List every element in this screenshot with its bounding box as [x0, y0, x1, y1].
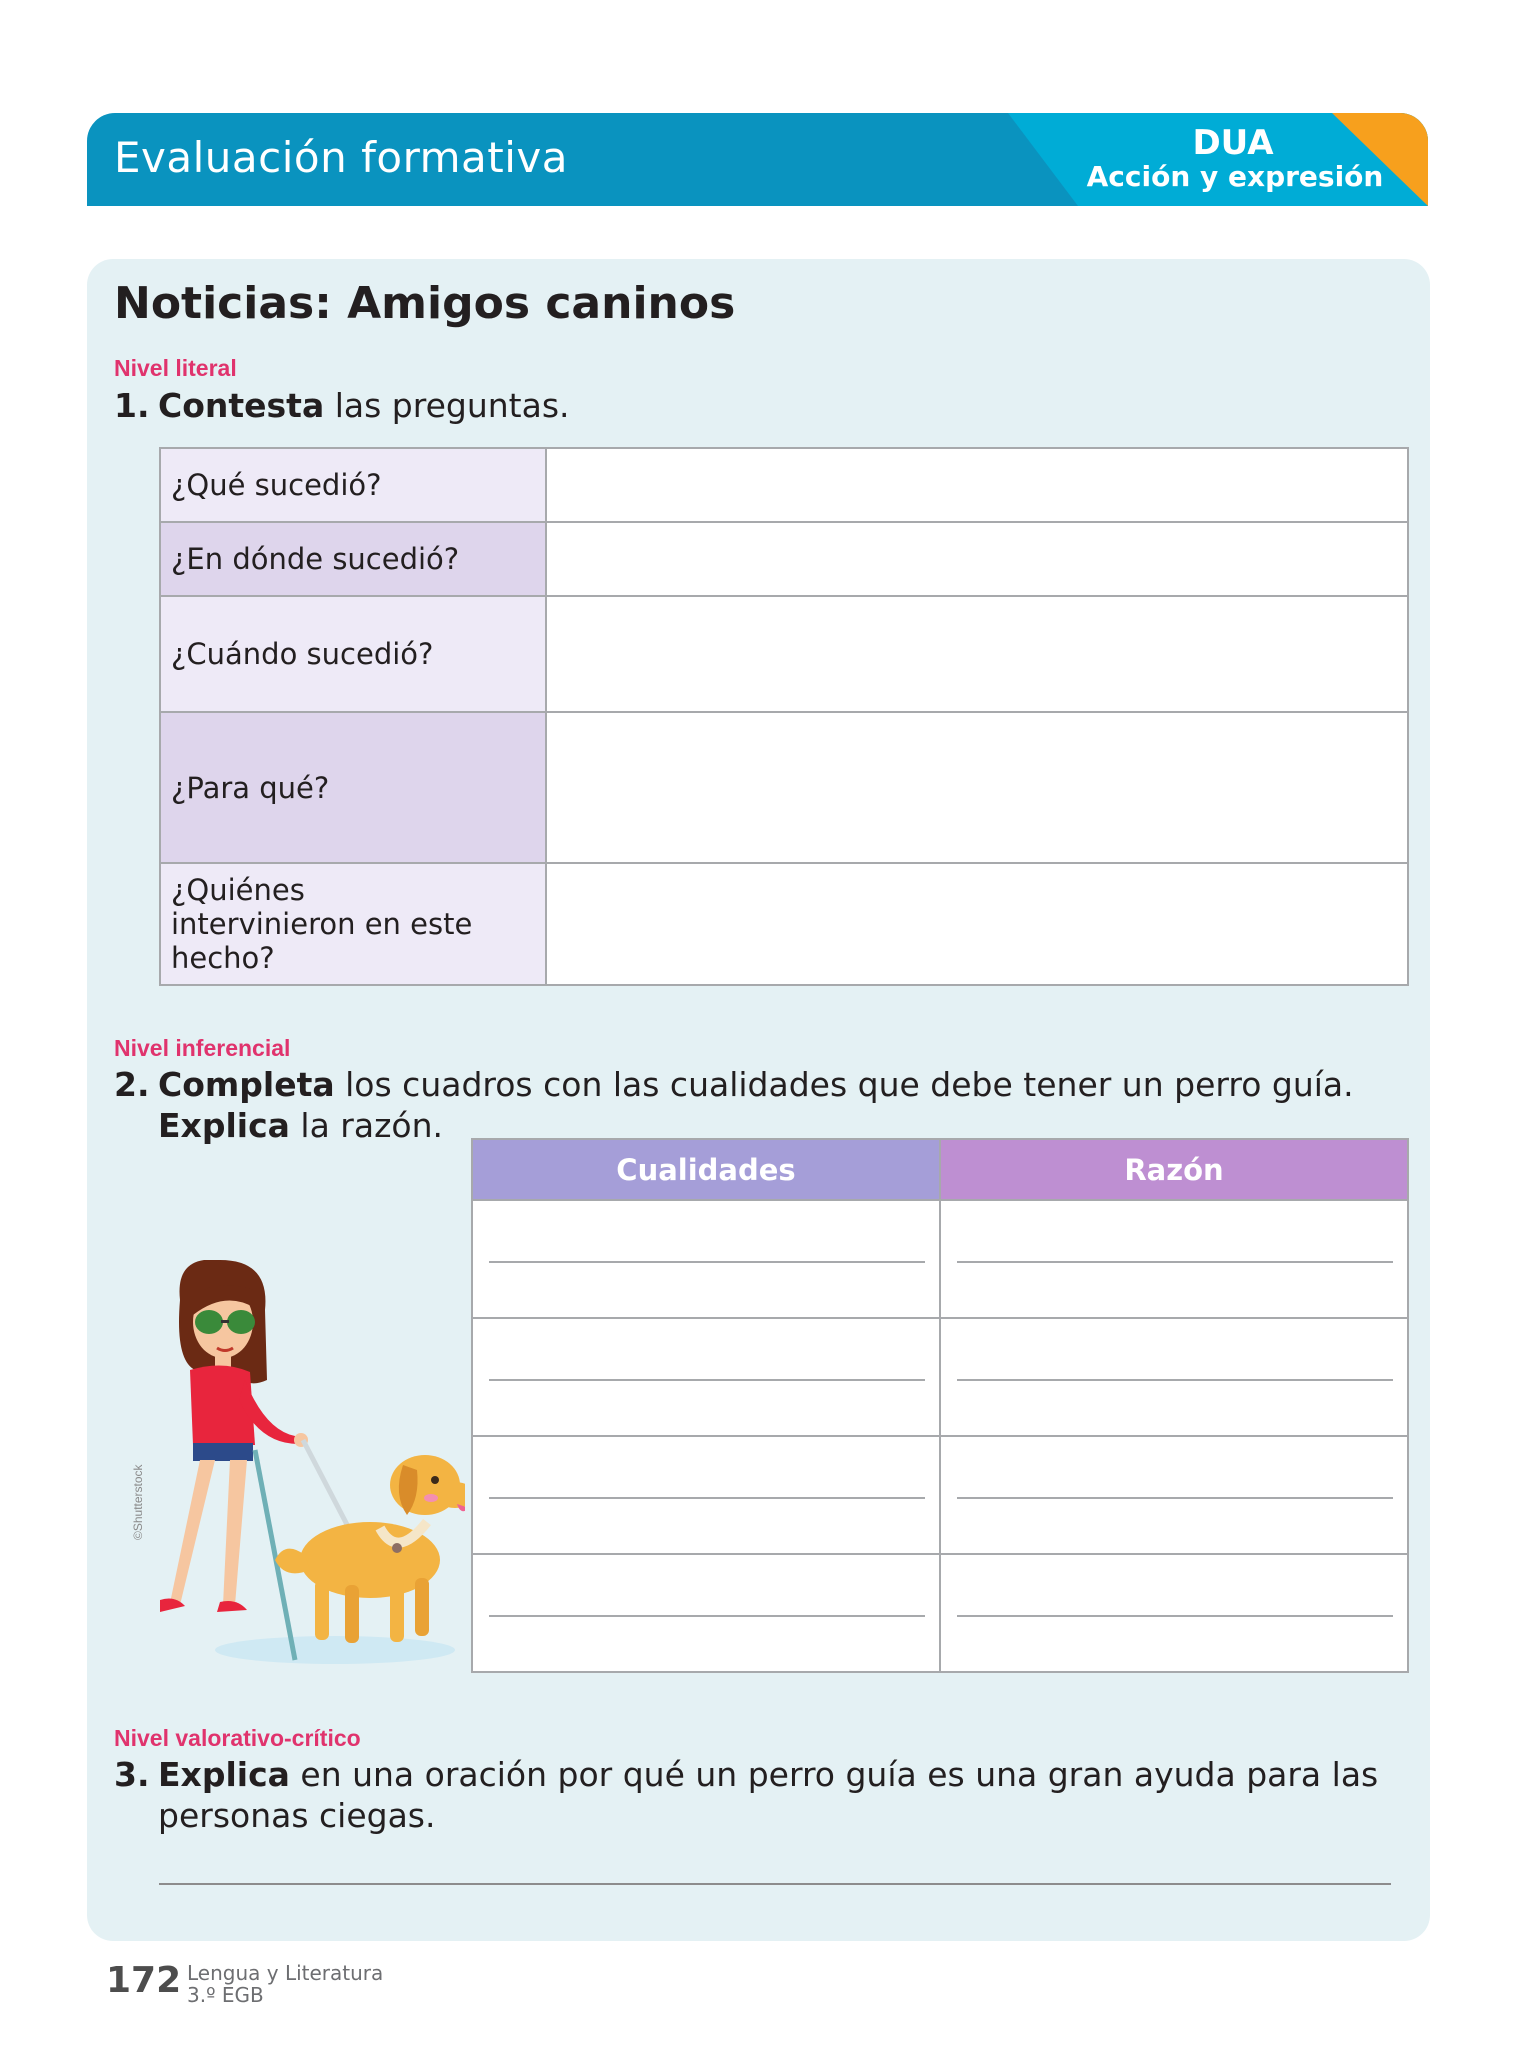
section-title: Noticias: Amigos caninos	[114, 278, 736, 329]
level-inferential: Nivel inferencial	[114, 1035, 291, 1061]
question-number: 3.	[114, 1755, 150, 1794]
writing-line	[957, 1615, 1393, 1617]
question-cell: ¿Para qué?	[160, 712, 546, 863]
table-row	[472, 1436, 1408, 1554]
level-literal: Nivel literal	[114, 355, 237, 381]
reason-cell[interactable]	[940, 1554, 1408, 1672]
table-row	[160, 448, 1408, 522]
question-text: en una oración por qué un perro guía es una gran ayuda para las	[289, 1755, 1379, 1794]
reason-cell[interactable]	[940, 1200, 1408, 1318]
level-critical: Nivel valorativo-crítico	[114, 1725, 361, 1751]
writing-line	[957, 1379, 1393, 1381]
answer-cell[interactable]	[546, 448, 1408, 522]
question-1	[114, 385, 570, 426]
question-line-2: personas ciegas.	[158, 1796, 436, 1835]
question-verb: Completa	[158, 1065, 335, 1104]
question-text: la razón.	[289, 1106, 443, 1145]
table-row	[160, 863, 1408, 985]
footer-book-info	[187, 1962, 383, 2006]
answer-cell[interactable]	[546, 522, 1408, 596]
reason-cell[interactable]	[940, 1436, 1408, 1554]
table-row	[472, 1554, 1408, 1672]
answer-cell[interactable]	[546, 596, 1408, 712]
column-header-reason: Razón	[940, 1139, 1408, 1200]
writing-line	[957, 1261, 1393, 1263]
column-header-qualities: Cualidades	[472, 1139, 940, 1200]
question-cell: ¿Cuándo sucedió?	[160, 596, 546, 712]
answer-cell[interactable]	[546, 712, 1408, 863]
questions-table	[159, 447, 1409, 986]
quality-cell[interactable]	[472, 1436, 940, 1554]
question-2	[114, 1064, 1354, 1146]
question-verb: Explica	[158, 1106, 290, 1145]
answer-cell[interactable]	[546, 863, 1408, 985]
question-number: 1.	[114, 386, 150, 425]
reason-cell[interactable]	[940, 1318, 1408, 1436]
dua-label: DUA	[1192, 123, 1274, 163]
image-credit: ©Shutterstock	[131, 1464, 145, 1540]
table-header-row	[472, 1139, 1408, 1200]
question-cell: ¿En dónde sucedió?	[160, 522, 546, 596]
writing-line	[489, 1261, 925, 1263]
table-row	[160, 596, 1408, 712]
table-row	[472, 1200, 1408, 1318]
table-row	[472, 1318, 1408, 1436]
writing-line	[489, 1615, 925, 1617]
page-number: 172	[106, 1960, 182, 2001]
footer-subject: Lengua y Literatura	[187, 1961, 384, 1985]
guide-dog-illustration	[135, 1260, 465, 1670]
table-row	[160, 712, 1408, 863]
qualities-table	[471, 1138, 1409, 1673]
question-3	[114, 1754, 1378, 1836]
question-text: los cuadros con las cualidades que debe tener un perro guía.	[334, 1065, 1354, 1104]
question-cell: ¿Qué sucedió?	[160, 448, 546, 522]
question-text: las preguntas.	[324, 386, 570, 425]
writing-line	[489, 1379, 925, 1381]
page-title: Evaluación formativa	[114, 133, 568, 182]
answer-line[interactable]	[159, 1883, 1391, 1885]
writing-line	[489, 1497, 925, 1499]
question-verb: Explica	[158, 1755, 290, 1794]
quality-cell[interactable]	[472, 1554, 940, 1672]
question-cell: ¿Quiénes intervinieron en este hecho?	[160, 863, 546, 985]
writing-line	[957, 1497, 1393, 1499]
footer-grade: 3.º EGB	[187, 1983, 264, 2007]
quality-cell[interactable]	[472, 1200, 940, 1318]
table-row	[160, 522, 1408, 596]
question-verb: Contesta	[158, 386, 325, 425]
quality-cell[interactable]	[472, 1318, 940, 1436]
dua-subtitle: Acción y expresión	[1086, 160, 1384, 193]
question-number: 2.	[114, 1065, 150, 1104]
